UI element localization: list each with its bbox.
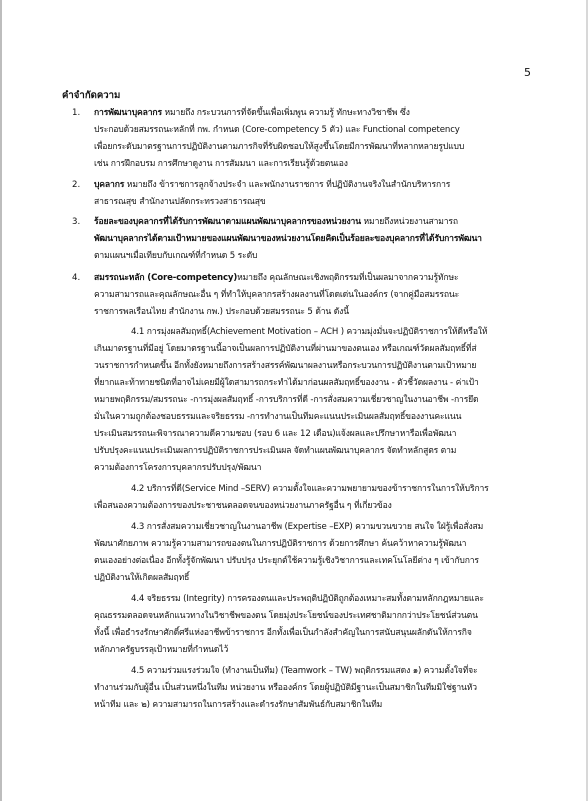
paragraph-line: หน้าทีม และ ๒) ความสามารถในการสร้างและดำรงรักษาสัมพันธ์กับสมาชิกในทีม <box>94 700 383 710</box>
paragraph-line: ที่ยากและท้าทายชนิดที่อาจไม่เคยมีผู้ใดสามารถกระทำได้มาก่อนผลสัมฤทธิ์ของงาน - ตัวชี้วัดผลงาน - ค่าเป้า <box>94 378 479 388</box>
definition-line: ราชการพลเรือนไทย สำนักงาน กพ.) ประกอบด้วยสมรรถนะ 5 ด้าน ดังนี้ <box>94 307 349 317</box>
list-number: 2. <box>72 180 81 190</box>
definition-term: บุคลากร <box>94 180 125 190</box>
definition-term: การพัฒนาบุคลากร <box>94 108 162 118</box>
definition-line: ตามแผนฯเมื่อเทียบกับเกณฑ์ที่กำหนด 5 ระดับ <box>94 251 258 261</box>
paragraph-line: คุณธรรมตลอดจนหลักแนวทางในวิชาชีพของตน โดยมุ่งประโยชน์ของประเทศชาติมากกว่าประโยชน์ส่วนตน <box>94 611 478 621</box>
definition-line: ร้อยละของบุคลากรที่ได้รับการพัฒนาตามแผนพัฒนาบุคลากรของหน่วยงาน หมายถึงหน่วยงานสามารถ <box>94 217 458 227</box>
definition-line: ความสามารถและคุณลักษณะอื่น ๆ ที่ทำให้บุคลากรสร้างผลงานที่โดดเด่นในองค์กร (จากคู่มือสมรรถนะ <box>94 290 460 300</box>
paragraph-line: ปรับปรุงคะแนนประเมินผลการปฏิบัติราชการประเมินผล จัดทำแผนพัฒนาบุคลากร จัดทำหลักสูตร ตาม <box>94 446 457 456</box>
paragraph-line: 4.1 การมุ่งผลสัมฤทธิ์(Achievement Motivation – ACH ) ความมุ่งมั่นจะปฏิบัติราชการให้ดีหรือให้ <box>131 327 488 337</box>
section-heading: คำจำกัดความ <box>62 90 121 101</box>
definition-line: การพัฒนาบุคลากร หมายถึง กระบวนการที่จัดขึ้นเพื่อเพิ่มพูน ความรู้ ทักษะทางวิชาชีพ ซึ่ง <box>94 108 410 118</box>
definition-line: ประกอบด้วยสมรรถนะหลักที่ กพ. กำหนด (Core-competency 5 ตัว) และ Functional competency <box>94 125 460 135</box>
list-number: 4. <box>72 273 81 283</box>
definition-term: สมรรถนะหลัก (Core-competency) <box>94 273 238 283</box>
paragraph-line: ทำงานร่วมกับผู้อื่น เป็นส่วนหนึ่งในทีม หน่วยงาน หรือองค์กร โดยผู้ปฏิบัติมีฐานะเป็นสมาชิกในทีมมิใช่ฐานหัว <box>94 683 477 693</box>
paragraph-line: วนราชการกำหนดขึ้น อีกทั้งยังหมายถึงการสร้างสรรค์พัฒนาผลงานหรือกระบวนการปฏิบัติงานตามเป้าหมาย <box>94 361 477 371</box>
paragraph-line: ทั้งนี้ เพื่อธำรงรักษาศักดิ์ศรีแห่งอาชีพข้าราชการ อีกทั้งเพื่อเป็นกำลังสำคัญในการสนับสนุนผลักดันให้การกิจ <box>94 628 472 638</box>
definition-line: เช่น การฝึกอบรม การศึกษาดูงาน การสัมมนา และการเรียนรู้ด้วยตนเอง <box>94 159 348 169</box>
page-number: 5 <box>524 66 531 79</box>
paragraph-line: ตนเองอย่างต่อเนื่อง อีกทั้งรู้จักพัฒนา ปรับปรุง ประยุกต์ใช้ความรู้เชิงวิชาการและเทคโนโลยีต่าง ๆ เข้ากับการ <box>94 556 479 566</box>
paragraph-line: เกินมาตรฐานที่มีอยู่ โดยมาตรฐานนี้อาจเป็นผลการปฏิบัติงานที่ผ่านมาของตนเอง หรือเกณฑ์วัดผลสัมฤทธิ์ที่ส่ <box>94 344 477 354</box>
paragraph-line: มั่นในความถูกต้องชอบธรรมและจริยธรรม -การทำงานเป็นทีมคะแนนประเมินผลสัมฤทธิ์ของงานคะแนน <box>94 412 462 422</box>
paragraph-line: 4.3 การสั่งสมความเชี่ยวชาญในงานอาชีพ (Expertise –EXP) ความขวนขวาย สนใจ ใฝ่รู้เพื่อสั่งสม <box>131 522 484 532</box>
list-number: 1. <box>72 108 81 118</box>
paragraph-line: ปฏิบัติงานให้เกิดผลสัมฤทธิ์ <box>94 573 190 583</box>
paragraph-line: หมายพฤติกรรม/สมรรถนะ -การมุ่งผลสัมฤทธิ์ -การบริการที่ดี -การสั่งสมความเชี่ยวชาญในงานอาชีพ -การยึด <box>94 395 479 405</box>
paragraph-line: เพื่อสนองความต้องการของประชาชนตลอดจนของหน่วยงานภาครัฐอื่น ๆ ที่เกี่ยวข้อง <box>94 501 392 511</box>
definition-term: ร้อยละของบุคลากรที่ได้รับการพัฒนาตามแผนพัฒนาบุคลากรของหน่วยงาน <box>94 217 361 227</box>
paragraph-line: 4.4 จริยธรรม (Integrity) การครองตนและประพฤติปฏิบัติถูกต้องเหมาะสมทั้งตามหลักกฎหมายและ <box>131 594 484 604</box>
paragraph-line: หลักภาครัฐบรรลุเป้าหมายที่กำหนดไว้ <box>94 645 229 655</box>
paragraph-line: ความต้องการโครงการบุคลากรปรับปรุง/พัฒนา <box>94 463 262 473</box>
definition-line: สาธารณสุข สำนักงานปลัดกระทรวงสาธารณสุข <box>94 197 266 207</box>
paragraph-line: ประเมินสมรรถนะพิจารณาความดีความชอบ (รอบ 6 และ 12 เดือน)แจ้งผลและปรึกษาหารือเพื่อพัฒนา <box>94 429 457 439</box>
definition-line: บุคลากร หมายถึง ข้าราชการลูกจ้างประจำ และพนักงานราชการ ที่ปฏิบัติงานจริงในสำนักบริหารการ <box>94 180 451 190</box>
paragraph-line: 4.5 ความร่วมแรงร่วมใจ (ทำงานเป็นทีม) (Teamwork – TW) พฤติกรรมแสดง ๑) ความตั้งใจที่จะ <box>131 666 478 676</box>
paragraph-line: พัฒนาศักยภาพ ความรู้ความสามารถของตนในการปฏิบัติราชการ ด้วยการศึกษา ค้นคว้าหาความรู้พัฒนา <box>94 539 467 549</box>
definition-line: พัฒนาบุคลากรได้ตามเป้าหมายของแผนพัฒนาของหน่วยงานโดยคิดเป็นร้อยละของบุคลากรที่ได้รับการพัฒนา <box>94 234 482 244</box>
list-number: 3. <box>72 217 81 227</box>
paragraph-line: 4.2 บริการที่ดี(Service Mind –SERV) ความตั้งใจและความพยายามของข้าราชการในการให้บริการ <box>131 484 489 494</box>
definition-line: เพื่อยกระดับมาตรฐานการปฏิบัติงานตามภารกิจที่รับผิดชอบให้สูงขึ้นโดยมีการพัฒนาที่หลากหลายรูปแบบ <box>94 142 465 152</box>
definition-line: สมรรถนะหลัก (Core-competency)หมายถึง คุณลักษณะเชิงพฤติกรรมที่เป็นผลมาจากความรู้ทักษะ <box>94 273 459 283</box>
